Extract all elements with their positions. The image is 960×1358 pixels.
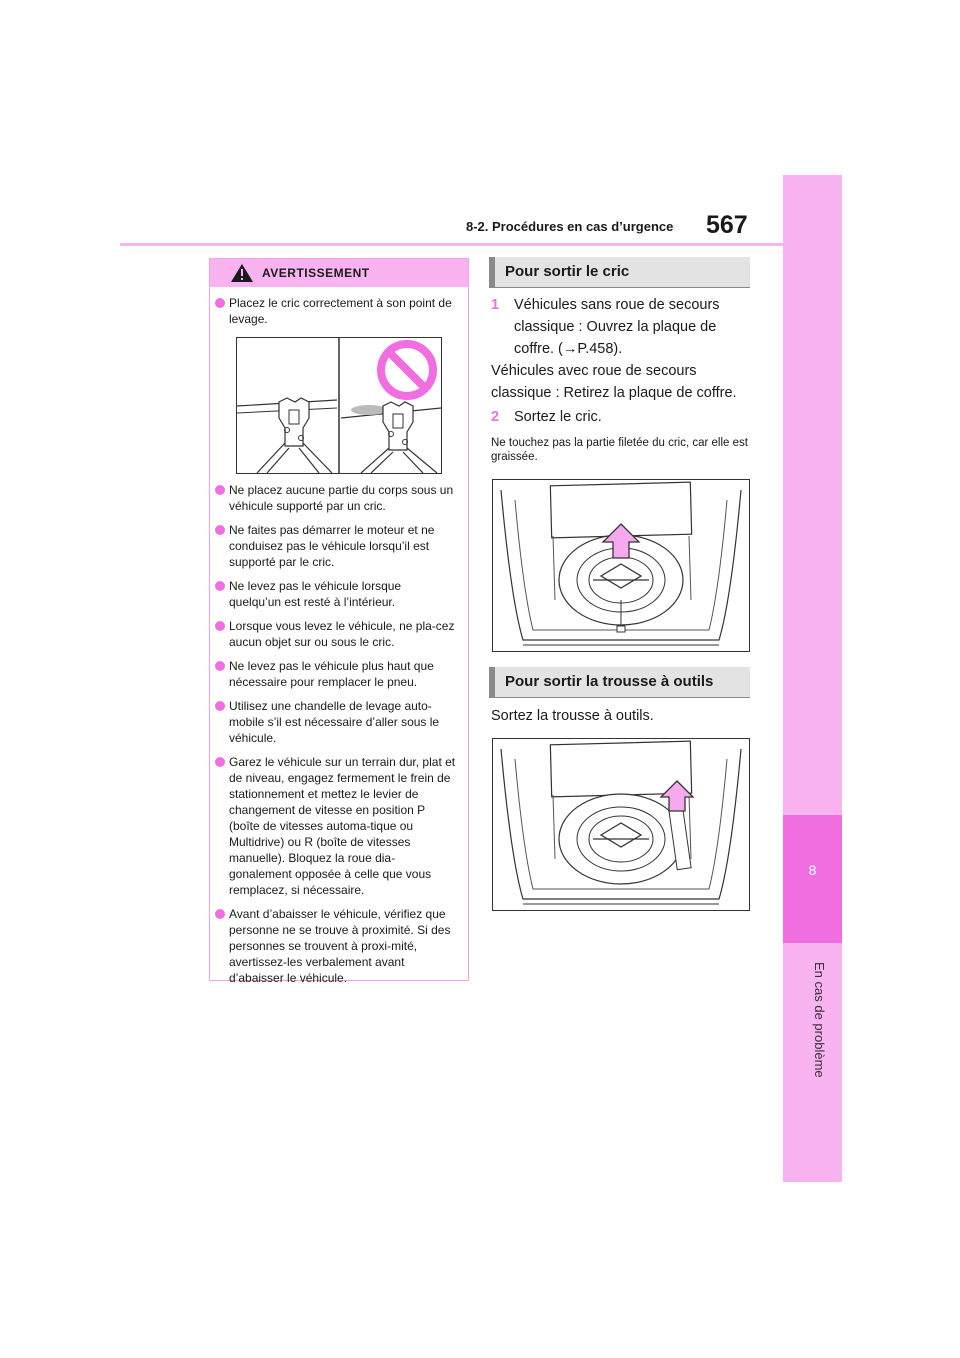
bullet-icon (215, 621, 225, 631)
step-2-text: Sortez le cric. (514, 409, 602, 425)
section-header-jack (489, 257, 750, 288)
warning-item: Avant d’abaisser le véhicule, vérifiez que personne ne se trouve à proximité. Si des personnes se trouvent à proxi-mité, avertissez-les verbalement avant d’abaisser le véhicule. (210, 906, 468, 986)
bullet-icon (215, 298, 225, 308)
warning-list-continued (210, 482, 468, 986)
jack-placement-illustration (236, 337, 442, 474)
step-1-alt-text: Véhicules avec roue de secours classique : Retirez la plaque de coffre. (491, 363, 737, 401)
warning-item: Lorsque vous levez le véhicule, ne pla-cez aucun objet sur ou sous le cric. (210, 618, 468, 650)
warning-triangle-icon (230, 263, 254, 283)
trunk-jack-drawing (493, 480, 749, 651)
bullet-icon (215, 909, 225, 919)
step-1-number: 1 (491, 297, 500, 313)
warning-title: AVERTISSEMENT (262, 266, 370, 280)
warning-item: Placez le cric correctement à son point de levage. (210, 295, 468, 327)
bullet-icon (215, 661, 225, 671)
warning-list (210, 295, 468, 327)
chapter-number: 8 (808, 862, 817, 878)
warning-header (210, 259, 468, 287)
step-2-number: 2 (491, 409, 500, 425)
chapter-tab-active[interactable] (783, 815, 842, 943)
warning-box (209, 258, 469, 985)
section-header-tools (489, 667, 750, 698)
header-rule (120, 243, 783, 246)
bullet-icon (215, 525, 225, 535)
tools-step-text: Sortez la trousse à outils. (491, 708, 654, 724)
bullet-icon (215, 581, 225, 591)
section-title-jack: Pour sortir le cric (505, 263, 630, 280)
trunk-tools-drawing (493, 739, 749, 910)
warning-item: Ne levez pas le véhicule plus haut que nécessaire pour remplacer le pneu. (210, 658, 468, 690)
bullet-icon (215, 757, 225, 767)
jack-placement-drawing (237, 338, 441, 473)
warning-item: Ne placez aucune partie du corps sous un véhicule supporté par un cric. (210, 482, 468, 514)
trunk-jack-illustration (492, 479, 750, 652)
bullet-icon (215, 701, 225, 711)
section-header-bar (489, 667, 495, 697)
section-title-tools: Pour sortir la trousse à outils (505, 673, 714, 690)
section-header-bar (489, 257, 495, 287)
chapter-label: En cas de problème (812, 962, 827, 1078)
grease-note: Ne touchez pas la partie filetée du cric, car elle est graissée. (491, 437, 748, 463)
warning-item: Ne levez pas le véhicule lorsque quelqu’un est resté à l’intérieur. (210, 578, 468, 610)
prohibited-icon (381, 344, 433, 396)
trunk-tools-illustration (492, 738, 750, 911)
header-section-title: 8-2. Procédures en cas d’urgence (466, 219, 674, 234)
warning-item: Utilisez une chandelle de levage auto-mobile s’il est nécessaire d’aller sous le véhicule. (210, 698, 468, 746)
step-1-text: Véhicules sans roue de secours classique : Ouvrez la plaque de coffre. (→P.458). (514, 297, 720, 357)
warning-item: Ne faites pas démarrer le moteur et ne conduisez pas le véhicule lorsqu’il est supporté par le cric. (210, 522, 468, 570)
page-number: 567 (706, 211, 748, 239)
bullet-icon (215, 485, 225, 495)
warning-item: Garez le véhicule sur un terrain dur, plat et de niveau, engagez fermement le frein de stationnement et mettez le levier de changement de vitesse en position P (boîte de vitesses automa-tique ou Multidrive) ou R (boîte de vitesses manuelle). Bloquez la roue dia-gonalement opposée à celle que vous remplacez, si nécessaire. (210, 754, 468, 898)
